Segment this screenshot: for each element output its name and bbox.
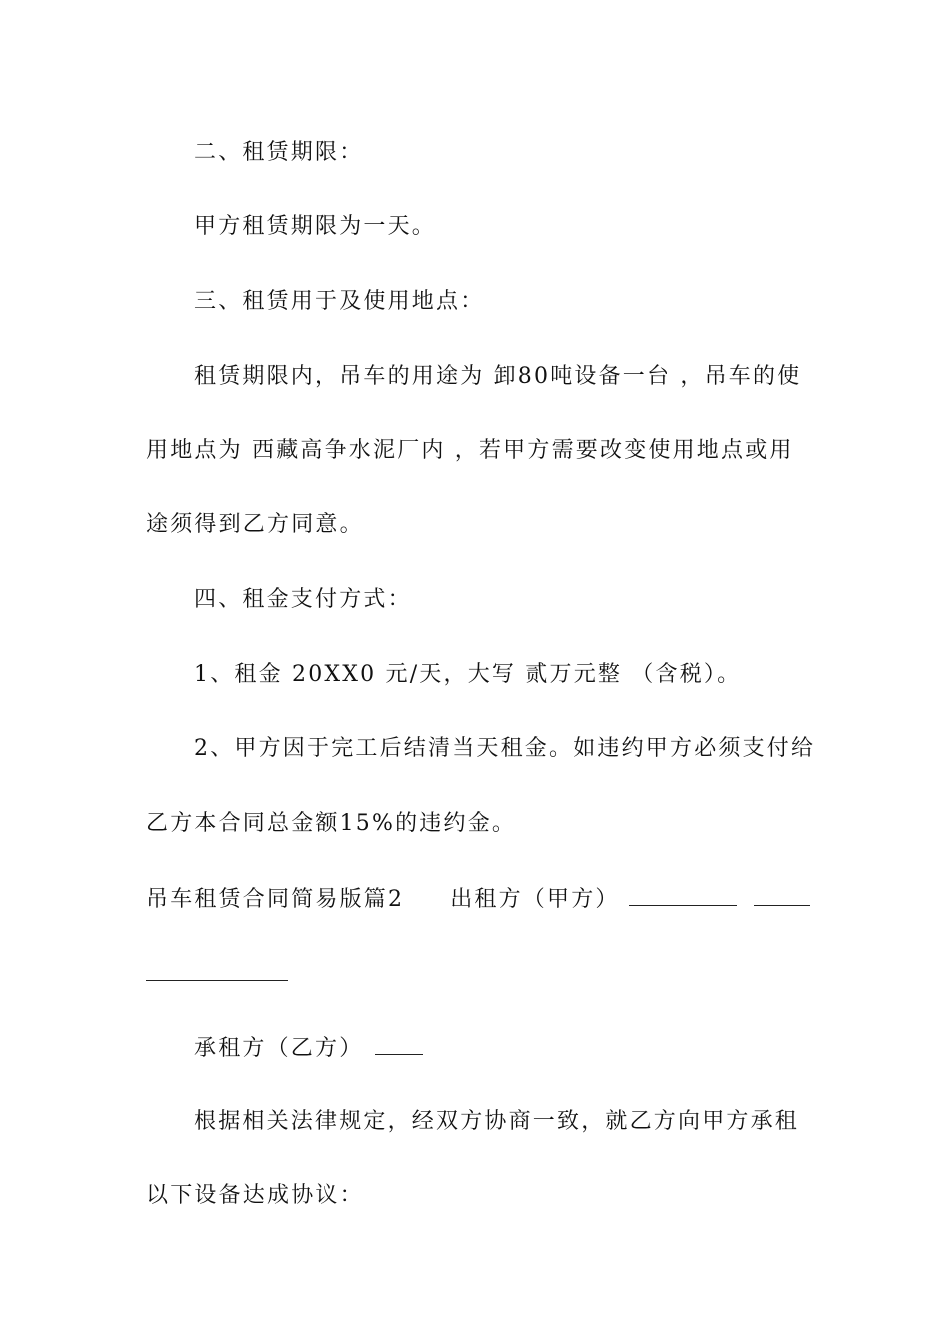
agreement-para-2: 以下设备达成协议：	[146, 1183, 364, 1208]
heading-lease-use: 三、租赁用于及使用地点：	[194, 289, 485, 314]
heading-lease-term: 二、租赁期限：	[194, 140, 364, 165]
lessor-blank-1	[629, 883, 737, 906]
text-lease-use-2: 用地点为 西藏高争水泥厂内 ，若甲方需要改变使用地点或用	[146, 438, 794, 463]
text-lease-term: 甲方租赁期限为一天。	[194, 214, 437, 239]
text-payment-2b: 乙方本合同总金额15%的违约金。	[146, 811, 517, 836]
section-title: 吊车租赁合同简易版篇2	[146, 887, 405, 912]
heading-payment: 四、租金支付方式：	[194, 587, 412, 612]
lessee-label: 承租方（乙方）	[194, 1036, 364, 1061]
lessor-blank-3	[146, 980, 288, 981]
text-lease-use-3: 途须得到乙方同意。	[146, 512, 364, 537]
lessor-blank-2	[754, 883, 810, 906]
text-payment-1: 1、租金 20XX0 元/天，大写 贰万元整 （含税）。	[194, 662, 742, 687]
lessee-blank	[375, 1032, 423, 1055]
lessee-line	[194, 1032, 854, 1064]
section-title-line	[146, 883, 806, 915]
text-lease-use-1: 租赁期限内，吊车的用途为 卸80吨设备一台 ，吊车的使	[194, 364, 802, 389]
lessor-label: 出租方（甲方）	[450, 887, 620, 912]
agreement-para-1: 根据相关法律规定，经双方协商一致，就乙方向甲方承租	[194, 1109, 800, 1134]
text-payment-2a: 2、甲方因于完工后结清当天租金。如违约甲方必须支付给	[194, 736, 816, 761]
